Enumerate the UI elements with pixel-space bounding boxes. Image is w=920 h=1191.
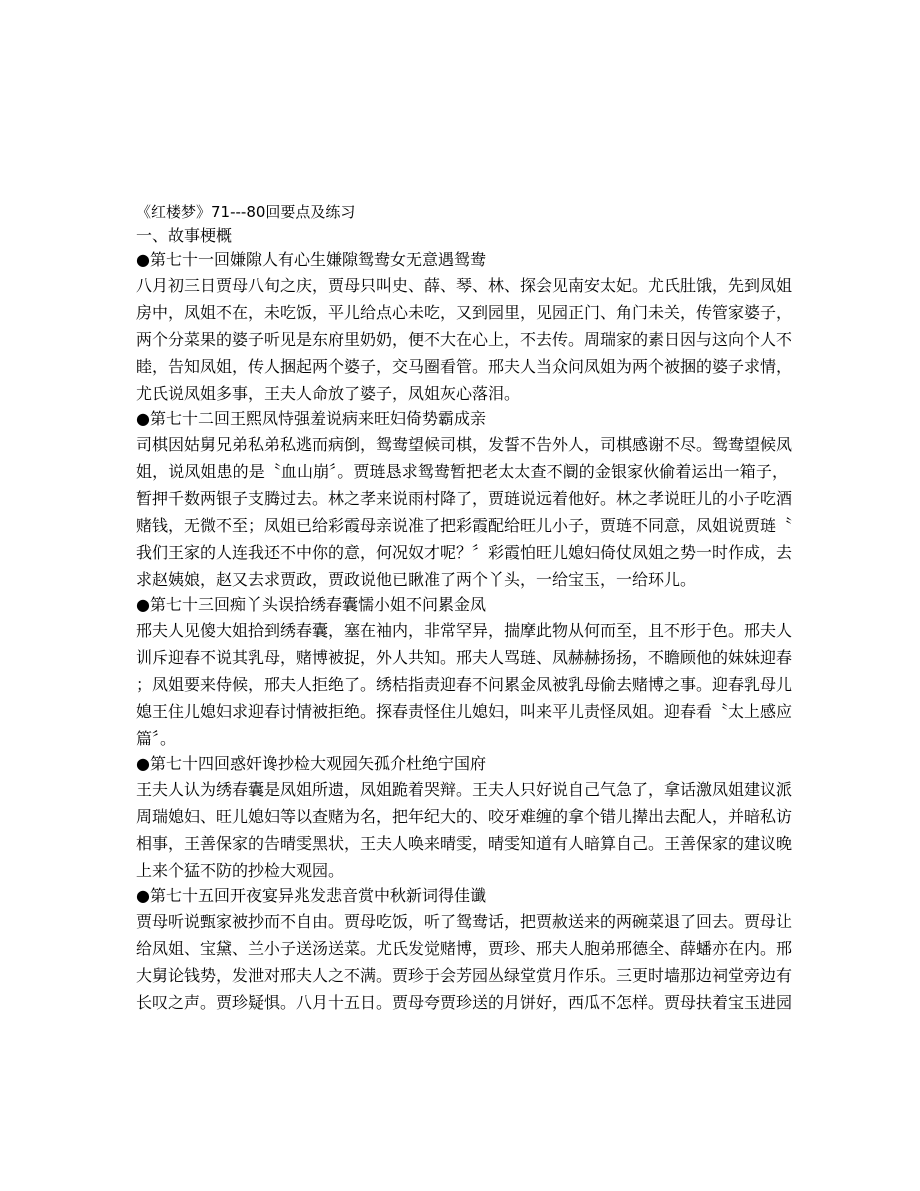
summary-line: 两个分菜果的婆子听见是东府里奶奶，便不大在心上，不去传。周瑞家的素日因与这向个人不 — [136, 330, 793, 349]
summary-line: 姐，说凤姐患的是〝血山崩〞。贾琏恳求鸳鸯暂把老太太查不阛的金银家伙偷着运出一箱子， — [136, 462, 788, 481]
summary-line: 周瑞媳妇、旺儿媳妇等以查赌为名，把年纪大的、咬牙难缠的拿个错儿撵出去配人，并暗私访 — [136, 807, 793, 826]
summary-line: 尤氏说凤姐多事，王夫人命放了婆子，凤姐灰心落泪。 — [136, 384, 521, 403]
summary-line: 求赵姨娘，赵又去求贾政，贾政说他已瞅准了两个丫头，一给宝玉，一给环儿。 — [136, 570, 697, 589]
summary-line: 房中，凤姐不在，未吃饭，平儿给点心未吃，又到园里，见园正门、角门未关，传管家婆子， — [136, 303, 793, 322]
chapter-summary — [136, 272, 793, 407]
chapter-heading: ●第七十四回惑奸谗抄检大观园矢孤介杜绝宁国府 — [136, 754, 486, 773]
summary-line: 媳王住儿媳妇求迎春讨情被拒绝。探春责怪住儿媳妇，叫来平儿责怪凤姐。迎春看〝太上感应 — [136, 702, 793, 721]
chapter-summary — [136, 617, 793, 752]
summary-line: 长叹之声。贾珍疑惧。八月十五日。贾母夸贾珍送的月饼好，西瓜不怎样。贾母扶着宝玉进园 — [136, 993, 793, 1012]
chapter-heading: ●第七十二回王熙凤恃强羞说病来旺妇倚势霸成亲 — [136, 409, 486, 428]
section-heading: 一、故事梗概 — [136, 226, 233, 245]
summary-line: 上来个猛不防的抄检大观园。 — [136, 861, 345, 880]
summary-line: ；凤姐要来侍候，邢夫人拒绝了。绣桔指责迎春不问累金凤被乳母偷去赌博之事。迎春乳母儿 — [136, 675, 793, 694]
document-title: 《红楼梦》71---80回要点及练习 — [136, 203, 356, 221]
summary-line: 训斥迎春不说其乳母，赌博被捉，外人共知。邢夫人骂琏、凤赫赫扬扬，不瞻顾他的妹妹迎春 — [136, 648, 793, 667]
summary-line: 八月初三日贾母八旬之庆，贾母只叫史、薛、琴、林、探会见南安太妃。尤氏肚饿，先到凤姐 — [136, 276, 793, 295]
chapter-summary — [136, 776, 793, 884]
chapter-heading: ●第七十一回嫌隙人有心生嫌隙鸳鸯女无意遇鸳鸯 — [136, 250, 486, 269]
summary-line: 我们王家的人连我还不中你的意，何况奴才呢？〞彩霞怕旺儿媳妇倚仗凤姐之势一时作成，去 — [136, 543, 793, 562]
chapter-heading: ●第七十五回开夜宴异兆发悲音赏中秋新词得佳谶 — [136, 886, 486, 905]
summary-line: 睦，告知凤姐，传人捆起两个婆子，交马圈看管。邢夫人当众问凤姐为两个被捆的婆子求情， — [136, 357, 793, 376]
summary-line: 赌钱，无微不至；凤姐已给彩霞母亲说准了把彩霞配给旺儿小子，贾琏不同意，凤姐说贾琏〝 — [136, 516, 793, 535]
summary-line: 大舅论钱势，发泄对邢夫人之不满。贾珍于会芳园丛绿堂赏月作乐。三更时墙那边祠堂旁边有 — [136, 966, 793, 985]
chapter-heading: ●第七十三回痴丫头误拾绣春囊懦小姐不问累金凤 — [136, 595, 486, 614]
summary-line: 司棋因姑舅兄弟私弟私逃而病倒，鸳鸯望候司棋，发誓不告外人，司棋感谢不尽。鸳鸯望候凤 — [136, 435, 793, 454]
summary-line: 王夫人认为绣春囊是凤姐所遗，凤姐跪着哭辩。王夫人只好说自己气急了，拿话激凤姐建议派 — [136, 780, 793, 799]
summary-line: 暂押千数两银子支腾过去。林之孝来说雨村降了，贾琏说远着他好。林之孝说旺儿的小子吃酒 — [136, 489, 793, 508]
summary-line: 相事，王善保家的告晴雯黑状，王夫人唤来晴雯，晴雯知道有人暗算自己。王善保家的建议晚 — [136, 834, 793, 853]
chapter-summary — [136, 908, 793, 1016]
summary-line: 贾母听说甄家被抄而不自由。贾母吃饭，听了鸳鸯话，把贾赦送来的两碗菜退了回去。贾母让 — [136, 912, 793, 931]
summary-line: 给凤姐、宝黛、兰小子送汤送菜。尤氏发觉赌博，贾珍、邢夫人胞弟邢德全、薛蟠亦在内。邢 — [136, 939, 793, 958]
document-page — [136, 200, 793, 1016]
summary-line: 邢夫人见傻大姐拾到绣春囊，塞在袖内，非常罕异，揣摩此物从何而至，且不形于色。邢夫人 — [136, 621, 793, 640]
summary-line: 篇〞。 — [136, 729, 177, 748]
chapter-summary — [136, 431, 793, 593]
